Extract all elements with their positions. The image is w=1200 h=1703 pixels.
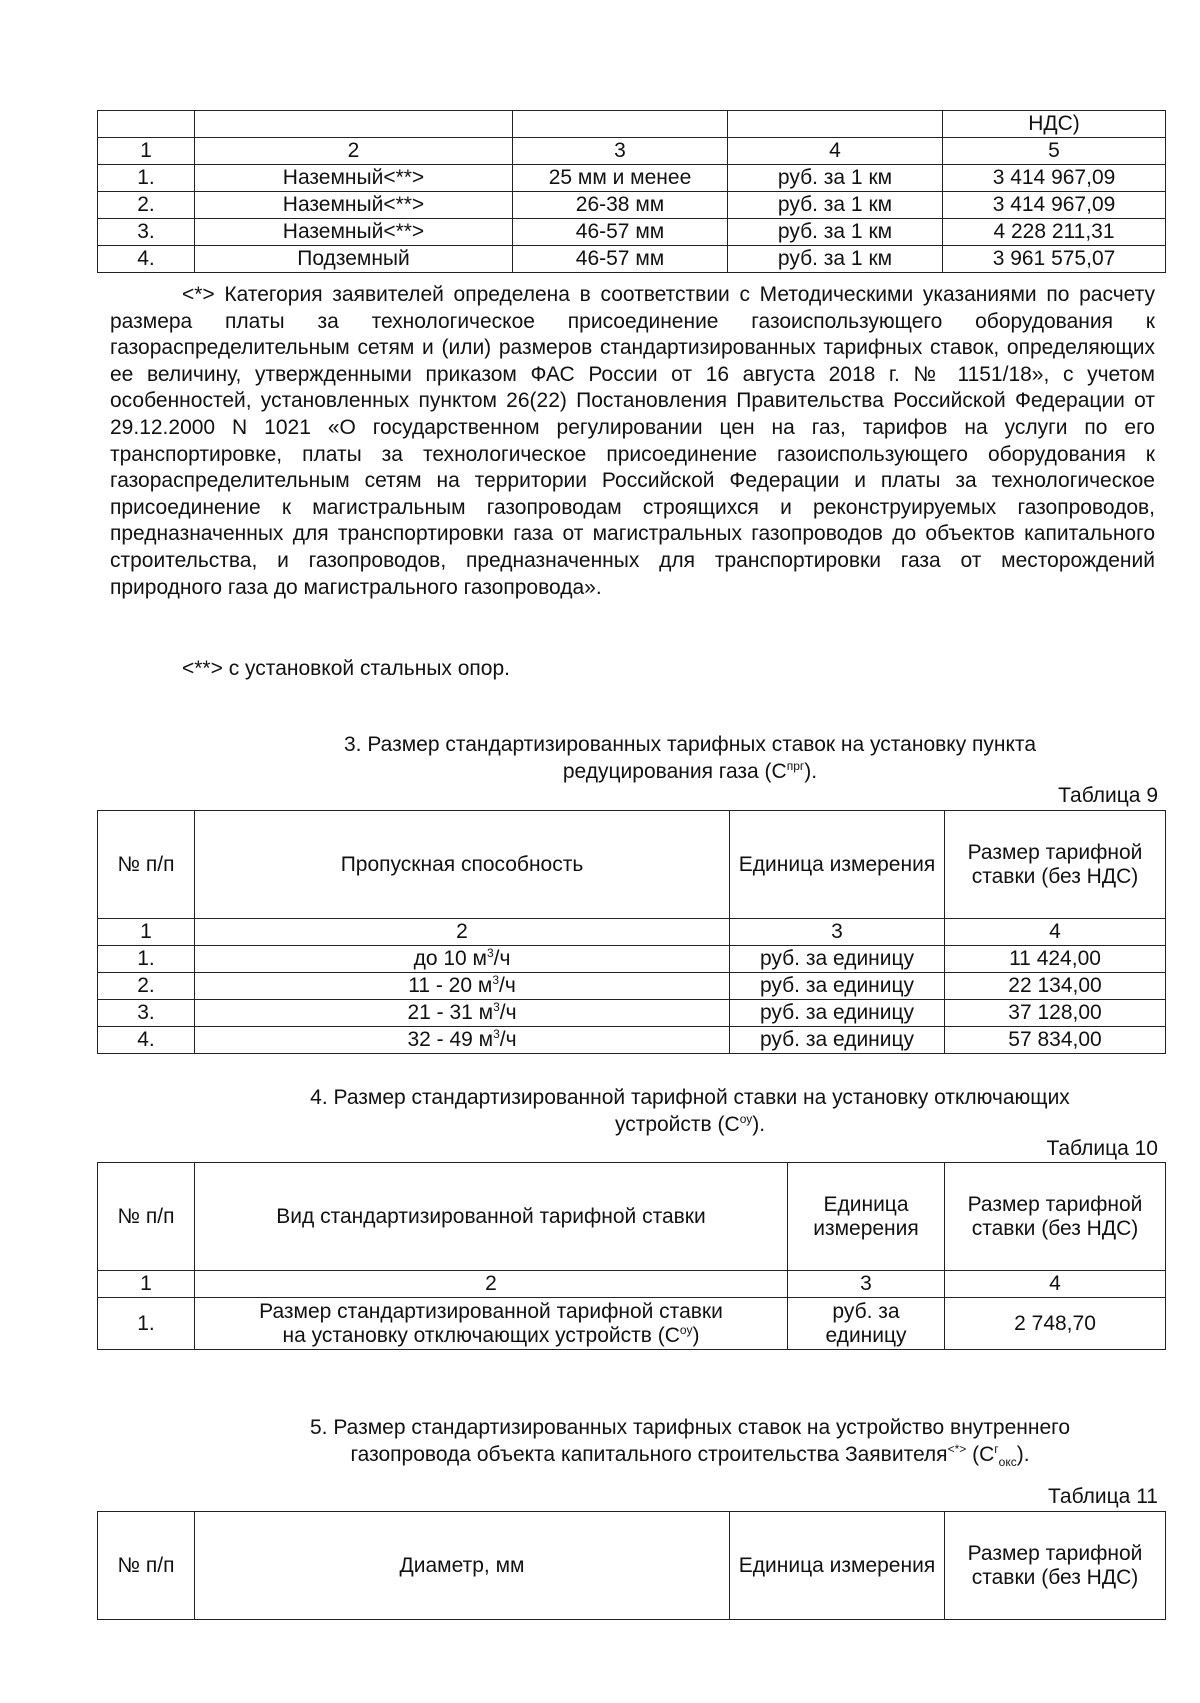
superscript: 3 xyxy=(492,973,499,987)
superscript: 3 xyxy=(493,1000,500,1014)
section-title-line: 3. Размер стандартизированных тарифных ставок на установку пункта xyxy=(344,733,1036,756)
capacity xyxy=(195,973,730,1000)
row-number: 2. xyxy=(98,192,195,219)
pipeline-type: Наземный<**> xyxy=(195,219,513,246)
capacity-unit: /ч xyxy=(499,1001,517,1024)
description-line xyxy=(199,1324,783,1348)
column-number: 1 xyxy=(98,1271,195,1298)
column-number: 2 xyxy=(195,1271,788,1298)
column-number: 3 xyxy=(788,1271,945,1298)
superscript: 3 xyxy=(486,946,494,960)
section-title-line xyxy=(220,1112,1160,1139)
unit: руб. за 1 км xyxy=(728,219,943,246)
unit: руб. за единицу xyxy=(730,946,945,973)
column-number: 4 xyxy=(945,1271,1166,1298)
header-capacity: Пропускная способность xyxy=(195,811,730,919)
diameter: 26-38 мм xyxy=(513,192,728,219)
column-number: 1 xyxy=(98,138,195,165)
title-subscript: окс xyxy=(998,1454,1017,1469)
superscript: оу xyxy=(679,1322,693,1337)
unit: руб. за единицу xyxy=(788,1298,945,1350)
section-4-title xyxy=(220,1085,1160,1138)
title-text: ). xyxy=(1016,1442,1030,1466)
table-label: Таблица 11 xyxy=(1048,1485,1158,1508)
table-header-cell: НДС) xyxy=(943,111,1166,138)
capacity-unit: /ч xyxy=(493,947,511,970)
tariff-table-11 xyxy=(97,1511,1166,1620)
pipeline-type: Наземный<**> xyxy=(195,165,513,192)
table-row xyxy=(98,138,1166,165)
capacity-value: 21 - 31 м xyxy=(407,1001,494,1024)
row-number: 1. xyxy=(98,1298,195,1350)
tariff-table-8 xyxy=(97,110,1166,273)
table-header-row xyxy=(98,1163,1166,1271)
capacity-value: до 10 м xyxy=(413,947,487,970)
capacity xyxy=(195,946,730,973)
title-text: ). xyxy=(804,759,818,783)
pipeline-type: Подземный xyxy=(195,246,513,273)
table-row xyxy=(98,246,1166,273)
column-number: 3 xyxy=(730,919,945,946)
tariff-table-10 xyxy=(97,1162,1166,1350)
table-row xyxy=(98,192,1166,219)
column-number: 1 xyxy=(98,919,195,946)
table-row xyxy=(98,219,1166,246)
table-row xyxy=(98,1000,1166,1027)
diameter: 46-57 мм xyxy=(513,246,728,273)
rate: 11 424,00 xyxy=(945,946,1166,973)
row-number: 2. xyxy=(98,973,195,1000)
capacity-value: 11 - 20 м xyxy=(408,974,493,997)
table-row xyxy=(98,946,1166,973)
title-text: устройств (С xyxy=(614,1112,740,1136)
capacity xyxy=(195,1000,730,1027)
header-unit: Единица измерения xyxy=(788,1163,945,1271)
diameter: 46-57 мм xyxy=(513,219,728,246)
table-header-row xyxy=(98,1512,1166,1620)
row-number: 4. xyxy=(98,1027,195,1054)
section-title-line: 4. Размер стандартизированной тарифной ставки на установку отключающих xyxy=(310,1086,1070,1109)
table-label: Таблица 9 xyxy=(1058,784,1158,807)
header-rate: Размер тарифной ставки (без НДС) xyxy=(945,1512,1166,1620)
section-5-title xyxy=(220,1415,1160,1468)
header-unit: Единица измерения xyxy=(730,811,945,919)
header-rate: Размер тарифной ставки (без НДС) xyxy=(945,811,1166,919)
title-text: редуцирования газа (С xyxy=(562,759,787,783)
section-title-line xyxy=(230,759,1150,786)
rate: 37 128,00 xyxy=(945,1000,1166,1027)
unit: руб. за 1 км xyxy=(728,246,943,273)
unit: руб. за 1 км xyxy=(728,165,943,192)
table-label: Таблица 10 xyxy=(1046,1137,1158,1160)
table-row xyxy=(98,1271,1166,1298)
table-cell xyxy=(513,111,728,138)
table-row xyxy=(98,1298,1166,1350)
header-diameter: Диаметр, мм xyxy=(195,1512,730,1620)
header-number: № п/п xyxy=(98,1512,195,1620)
row-number: 3. xyxy=(98,219,195,246)
column-number: 2 xyxy=(195,138,513,165)
rate: 2 748,70 xyxy=(945,1298,1166,1350)
column-number: 2 xyxy=(195,919,730,946)
title-superscript: прг xyxy=(786,758,805,773)
column-number: 4 xyxy=(945,919,1166,946)
row-number: 1. xyxy=(98,946,195,973)
title-text: ). xyxy=(752,1112,766,1136)
superscript: 3 xyxy=(493,1027,500,1041)
table-row xyxy=(98,165,1166,192)
section-title-line xyxy=(220,1442,1160,1469)
unit: руб. за единицу xyxy=(730,1027,945,1054)
diameter: 25 мм и менее xyxy=(513,165,728,192)
description-text: ) xyxy=(692,1323,700,1347)
title-text: (С xyxy=(966,1442,995,1466)
description-text: на установку отключающих устройств (С xyxy=(282,1323,680,1347)
rate-description xyxy=(195,1298,788,1350)
pipeline-type: Наземный<**> xyxy=(195,192,513,219)
title-superscript: г xyxy=(994,1441,999,1456)
header-number: № п/п xyxy=(98,1163,195,1271)
rate: 57 834,00 xyxy=(945,1027,1166,1054)
unit: руб. за единицу xyxy=(730,1000,945,1027)
capacity xyxy=(195,1027,730,1054)
tariff-table-9 xyxy=(97,810,1166,1054)
section-title-line: 5. Размер стандартизированных тарифных ставок на устройство внутреннего xyxy=(309,1416,1071,1439)
row-number: 1. xyxy=(98,165,195,192)
capacity-unit: /ч xyxy=(499,1028,517,1051)
table-cell xyxy=(195,111,513,138)
section-3-title xyxy=(230,732,1150,785)
footnote-steel-supports: <**> с установкой стальных опор. xyxy=(182,657,510,680)
column-number: 3 xyxy=(513,138,728,165)
table-cell xyxy=(728,111,943,138)
header-rate: Размер тарифной ставки (без НДС) xyxy=(945,1163,1166,1271)
header-unit: Единица измерения xyxy=(730,1512,945,1620)
footnote-category: <*> Категория заявителей определена в соответствии с Методическими указаниями по расчету размера платы за технологическое присоединение газоиспользующего оборудования к газораспределительным сетям и (или) размеров стандартизированных тарифных ставок, определяющих ее величину, утвержденными приказом ФАС России от 16 августа 2018 г. № 1151/18», с учетом особенностей, установленных пунктом 26(22) Постановления Правительства Российской Федерации от 29.12.2000 N 1021 «О государственном регулировании цен на газ, тарифов на услуги по его транспортировке, платы за технологическое присоединение газоиспользующего оборудования к газораспределительным сетям на территории Российской Федерации и платы за технологическое присоединение к магистральным газопроводам строящихся и реконструируемых газопроводов, предназначенных для транспортировки газа от магистральных газопроводов до объектов капитального строительства, и газопроводов, предназначенных для транспортировки газа от месторождений природного газа до магистрального газопровода». xyxy=(110,283,1155,599)
header-number: № п/п xyxy=(98,811,195,919)
title-text: газопровода объекта капитального строительства Заявителя xyxy=(350,1442,948,1466)
capacity-value: 32 - 49 м xyxy=(407,1028,494,1051)
rate: 4 228 211,31 xyxy=(943,219,1166,246)
column-number: 5 xyxy=(943,138,1166,165)
row-number: 4. xyxy=(98,246,195,273)
table-cell xyxy=(98,111,195,138)
column-number: 4 xyxy=(728,138,943,165)
unit: руб. за 1 км xyxy=(728,192,943,219)
rate: 22 134,00 xyxy=(945,973,1166,1000)
header-rate-type: Вид стандартизированной тарифной ставки xyxy=(195,1163,788,1271)
table-row xyxy=(98,1027,1166,1054)
table-row xyxy=(98,973,1166,1000)
table-row xyxy=(98,919,1166,946)
row-number: 3. xyxy=(98,1000,195,1027)
unit: руб. за единицу xyxy=(730,973,945,1000)
table-header-row xyxy=(98,811,1166,919)
description-line: Размер стандартизированной тарифной ставки xyxy=(259,1299,723,1323)
rate: 3 414 967,09 xyxy=(943,165,1166,192)
title-superscript: оу xyxy=(739,1111,753,1126)
rate: 3 961 575,07 xyxy=(943,246,1166,273)
capacity-unit: /ч xyxy=(499,974,516,997)
rate: 3 414 967,09 xyxy=(943,192,1166,219)
title-superscript: <*> xyxy=(947,1441,967,1456)
